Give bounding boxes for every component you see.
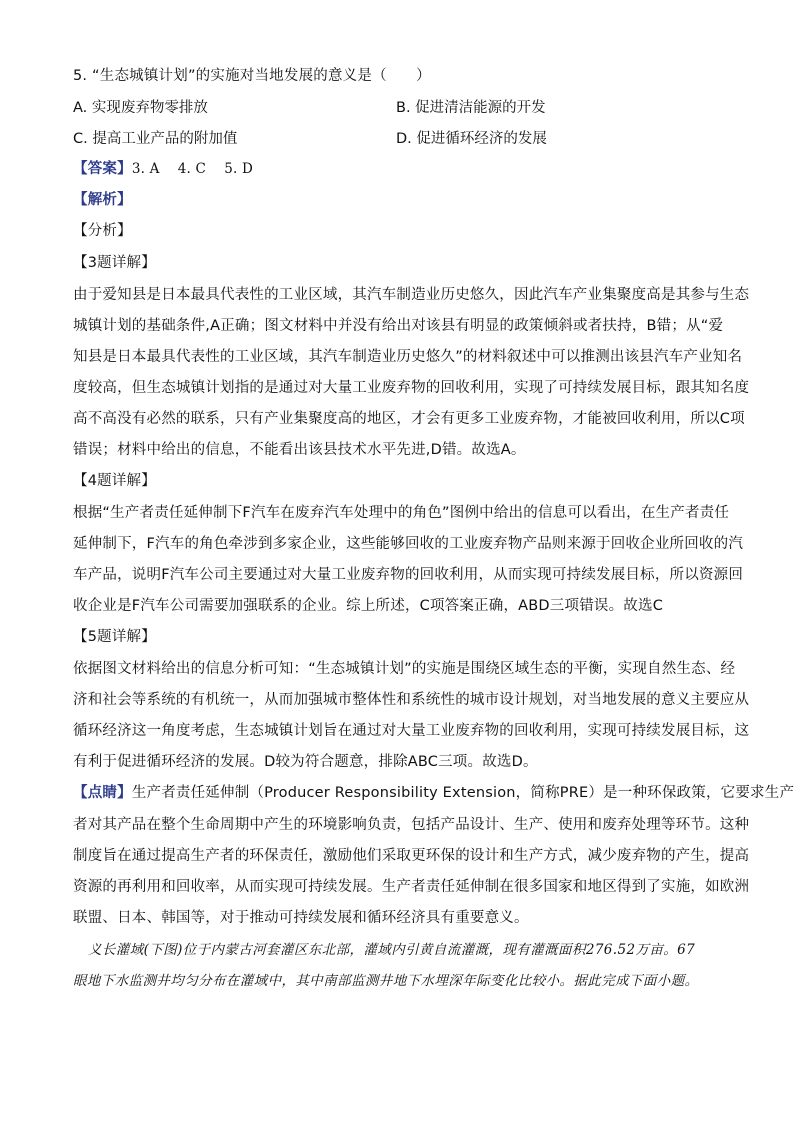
q4-line: 收企业是F汽车公司需要加强联系的企业。综上所述，C项答案正确，ABD三项错误。故选C	[73, 598, 664, 614]
option-b: B. 促进清洁能源的开发	[396, 100, 546, 116]
q3-line: 由于爱知县是日本最具代表性的工业区域，其汽车制造业历史悠久，因此汽车产业集聚度高是其参与生态	[73, 287, 750, 303]
q5-line: 济和社会等系统的有机统一，从而加强城市整体性和系统性的城市设计规划，对当地发展的意义主要应从	[73, 692, 750, 708]
heading-jiexi: 【解析】	[73, 192, 132, 208]
option-c: C. 提高工业产品的附加值	[73, 131, 238, 147]
q3-line: 知县是日本最具代表性的工业区域，其汽车制造业历史悠久”的材料叙述中可以推测出该县汽车产业知名	[73, 349, 743, 365]
q3-line: 高不高没有必然的联系，只有产业集聚度高的地区，才会有更多工业废弃物，才能被回收利用，所以C项	[73, 411, 745, 427]
next-stem-line: 义长灌域(下图)位于内蒙古河套灌区东北部，灌域内引黄自流灌溉，现有灌溉面积276.52万亩。67	[88, 942, 696, 958]
dianjing-line: 制度旨在通过提高生产者的环保责任，激励他们采取更环保的设计和生产方式，减少废弃物的产生，提高	[73, 848, 750, 864]
answer-text: 3. A 4. C 5. D	[131, 161, 254, 177]
heading-q4: 【4题详解】	[73, 473, 156, 489]
q4-line: 车产品，说明F汽车公司主要通过对大量工业废弃物的回收利用，从而实现可持续发展目标，所以资源回	[73, 567, 744, 583]
dianjing-line: 资源的再利用和回收率，从而实现可持续发展。生产者责任延伸制在很多国家和地区得到了实施，如欧洲	[73, 879, 750, 895]
q4-line: 根据“生产者责任延伸制下F汽车在废弃汽车处理中的角色”图例中给出的信息可以看出，在生产者责任	[73, 505, 730, 521]
heading-q5: 【5题详解】	[73, 629, 156, 645]
q3-line: 错误；材料中给出的信息，不能看出该县技术水平先进,D错。故选A。	[73, 442, 526, 458]
q4-line: 延伸制下，F汽车的角色牵涉到多家企业，这些能够回收的工业废弃物产品则来源于回收企业所回收的汽	[73, 536, 744, 552]
question-5-stem: 5. “生态城镇计划”的实施对当地发展的意义是（ ）	[73, 68, 431, 84]
q3-line: 城镇计划的基础条件,A正确；图文材料中并没有给出对该县有明显的政策倾斜或者扶持，B错；从“爱	[73, 318, 724, 334]
q5-line: 有利于促进循环经济的发展。D较为符合题意，排除ABC三项。故选D。	[73, 754, 538, 770]
answer-tag: 【答案】	[73, 161, 132, 177]
dianjing-line: 生产者责任延伸制（Producer Responsibility Extension，简称PRE）是一种环保政策，它要求生产	[131, 785, 794, 801]
q5-line: 循环经济这一角度考虑，生态城镇计划旨在通过对大量工业废弃物的回收利用，实现可持续发展目标，这	[73, 723, 750, 739]
option-d: D. 促进循环经济的发展	[396, 131, 547, 147]
q5-line: 依据图文材料给出的信息分析可知：“生态城镇计划”的实施是围绕区域生态的平衡，实现自然生态、经	[73, 661, 736, 677]
dianjing-line: 联盟、日本、韩国等，对于推动可持续发展和循环经济具有重要意义。	[73, 910, 529, 926]
q3-line: 度较高，但生态城镇计划指的是通过对大量工业废弃物的回收利用，实现了可持续发展目标，跟其知名度	[73, 380, 750, 396]
next-stem-line: 眼地下水监测井均匀分布在灌域中，其中南部监测井地下水埋深年际变化比较小。据此完成下面小题。	[73, 973, 699, 989]
option-a: A. 实现废弃物零排放	[73, 100, 208, 116]
dianjing-tag: 【点睛】	[73, 785, 132, 801]
answer-row	[73, 159, 723, 179]
dianjing-line: 者对其产品在整个生命周期中产生的环境影响负责，包括产品设计、生产、使用和废弃处理等环节。这种	[73, 817, 750, 833]
heading-fenxi: 【分析】	[73, 223, 132, 239]
dianjing-row	[73, 783, 794, 803]
heading-q3: 【3题详解】	[73, 255, 156, 271]
